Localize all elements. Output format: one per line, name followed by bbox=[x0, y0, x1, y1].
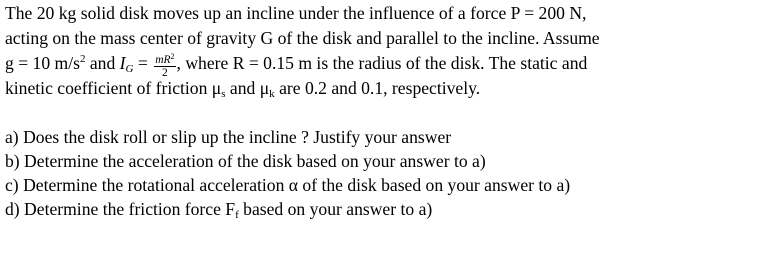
problem-statement bbox=[5, 1, 771, 101]
question-c: c) Determine the rotational acceleration α of the disk based on your answer to a) bbox=[5, 175, 571, 195]
inertia-symbol bbox=[120, 53, 134, 73]
problem-line-4 bbox=[5, 76, 771, 101]
problem-line-1: The 20 kg solid disk moves up an incline under the influence of a force P = 200 N, bbox=[5, 3, 587, 23]
problem-line-3 bbox=[5, 51, 771, 79]
fraction-denominator: 2 bbox=[161, 67, 168, 79]
friction-force-subscript: f bbox=[235, 209, 239, 221]
numerator-text: mR bbox=[155, 54, 171, 66]
kinetic-subscript: k bbox=[269, 88, 275, 100]
problem-document bbox=[5, 0, 771, 221]
equals-sign: = bbox=[133, 53, 153, 73]
question-a: a) Does the disk roll or slip up the incline ? Justify your answer bbox=[5, 127, 452, 147]
friction-text-mid: and μ bbox=[225, 78, 270, 98]
question-list bbox=[5, 125, 771, 221]
gravity-text: g = 10 m/s bbox=[5, 53, 80, 73]
inertia-subscript: G bbox=[125, 63, 134, 75]
radius-text: , where R = 0.15 m is the radius of the disk. The static and bbox=[176, 53, 588, 73]
and-text: and bbox=[85, 53, 120, 73]
gravity-exponent: 2 bbox=[79, 53, 86, 65]
question-d bbox=[5, 197, 771, 221]
inertia-letter: I bbox=[119, 53, 126, 73]
question-b: b) Determine the acceleration of the disk based on your answer to a) bbox=[5, 151, 486, 171]
friction-text-post: are 0.2 and 0.1, respectively. bbox=[274, 78, 481, 98]
numerator-exponent: 2 bbox=[170, 52, 175, 61]
friction-text-pre: kinetic coefficient of friction μ bbox=[5, 78, 222, 98]
fraction-numerator bbox=[154, 54, 175, 67]
question-d-post: based on your answer to a) bbox=[238, 199, 433, 219]
question-d-pre: d) Determine the friction force F bbox=[5, 199, 236, 219]
problem-line-2: acting on the mass center of gravity G of the disk and parallel to the incline. Assume bbox=[5, 28, 600, 48]
static-subscript: s bbox=[221, 88, 226, 100]
